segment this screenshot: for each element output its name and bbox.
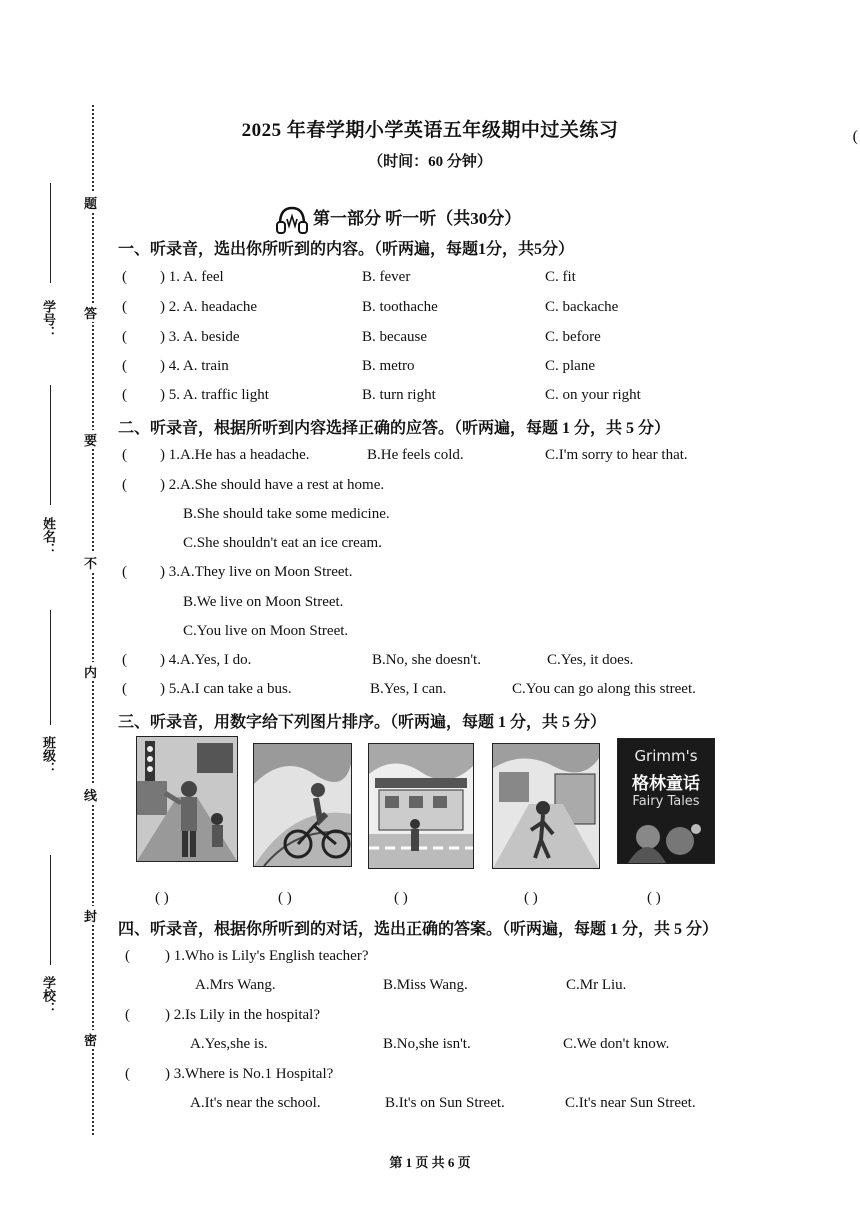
pic3-answer-blank[interactable]: ( ) [394,890,408,906]
s2-q5-b: B.Yes, I can. [370,681,447,697]
pic4-answer-blank[interactable]: ( ) [524,890,538,906]
s2-q1-a: ) 1.A.He has a headache. [160,447,310,463]
s1-q2-a: ) 2. A. headache [160,299,258,315]
seal-char: 不 [84,553,97,572]
s2-q2-b: B.She should take some medicine. [183,506,390,522]
book-subtitle: Fairy Tales [632,794,700,809]
s4-q1-b: B.Miss Wang. [383,977,468,993]
s1-q4-paren[interactable]: ( [122,358,127,374]
book-title-cn: 格林童话 [632,774,700,794]
s1-q4-b: B. metro [362,358,415,374]
s1-q4-c: C. plane [545,358,595,374]
seal-char: 线 [84,785,97,804]
s1-q3-b: B. because [362,329,427,345]
s2-q1-b: B.He feels cold. [367,447,464,463]
s2-q3-paren[interactable]: ( [122,564,127,580]
picture-street [368,743,474,869]
s1-q5-c: C. on your right [545,387,641,403]
s4-q3-c: C.It's near Sun Street. [565,1095,696,1111]
s2-q3-c: C.You live on Moon Street. [183,623,349,639]
section2-heading: 二、听录音，根据所听到内容选择正确的应答。（听两遍，每题 1 分，共 5 分） [118,420,671,437]
page-number: 第 1 页 共 6 页 [389,1155,471,1170]
name-label: 姓名： [40,517,55,556]
s2-q5-a: ) 5.A.I can take a bus. [160,681,292,697]
s4-q2-paren[interactable]: ( [125,1007,130,1023]
s4-q1-a: A.Mrs Wang. [195,977,276,993]
s1-q5-a: ) 5. A. traffic light [160,387,269,403]
s4-q1-paren[interactable]: ( [125,948,130,964]
s2-q4-a: ) 4.A.Yes, I do. [160,652,252,668]
s4-q2-question: ) 2.Is Lily in the hospital? [165,1007,320,1023]
s2-q3-a: ) 3.A.They live on Moon Street. [160,564,353,580]
s4-q1-c: C.Mr Liu. [566,977,627,993]
s4-q2-a: A.Yes,she is. [190,1036,268,1052]
pic2-answer-blank[interactable]: ( ) [278,890,292,906]
s1-q3-c: C. before [545,329,601,345]
s4-q2-b: B.No,she isn't. [383,1036,471,1052]
pic1-answer-blank[interactable]: ( ) [155,890,169,906]
name-line[interactable] [50,385,51,505]
seal-char: 答 [84,303,97,322]
s4-q1-question: ) 1.Who is Lily's English teacher? [165,948,369,964]
student-id-label: 学号： [40,300,55,339]
section3-heading: 三、听录音，用数字给下列图片排序。（听两遍，每题 1 分，共 5 分） [118,714,607,731]
pic5-answer-blank[interactable]: ( ) [647,890,661,906]
s1-q1-a: ) 1. A. feel [160,269,224,285]
binding-dotted-line [92,105,94,1135]
s1-q4-a: ) 4. A. train [160,358,229,374]
s1-q3-paren[interactable]: ( [122,329,127,345]
s1-q1-c: C. fit [545,269,576,285]
s2-q4-paren[interactable]: ( [122,652,127,668]
class-line[interactable] [50,610,51,725]
s1-q5-paren[interactable]: ( [122,387,127,403]
picture-grimm-book [617,738,715,864]
seal-char: 封 [84,906,97,925]
picture-cyclist [253,743,352,867]
s2-q5-c: C.You can go along this street. [512,681,696,697]
s1-q2-c: C. backache [545,299,619,315]
s1-q2-b: B. toothache [362,299,438,315]
book-illustration-icon [618,811,714,863]
s4-q2-c: C.We don't know. [563,1036,670,1052]
picture-walking [492,743,600,869]
s1-q3-a: ) 3. A. beside [160,329,240,345]
s2-q3-b: B.We live on Moon Street. [183,594,344,610]
s4-q3-b: B.It's on Sun Street. [385,1095,505,1111]
s2-q1-c: C.I'm sorry to hear that. [545,447,688,463]
picture-traffic-police [136,736,238,862]
seal-char: 密 [84,1030,97,1049]
s4-q3-question: ) 3.Where is No.1 Hospital? [165,1066,334,1082]
part-title-text: 第一部分 听一听（共30分） [313,209,522,228]
s1-q1-b: B. fever [362,269,411,285]
headphones-icon [275,205,309,235]
s2-q2-paren[interactable]: ( [122,477,127,493]
s2-q2-a: ) 2.A.She should have a rest at home. [160,477,385,493]
s2-q2-c: C.She shouldn't eat an ice cream. [183,535,382,551]
part-title [275,204,521,235]
s4-q3-paren[interactable]: ( [125,1066,130,1082]
section1-heading: 一、听录音，选出你所听到的内容。（听两遍，每题1分，共5分） [118,241,575,258]
section4-heading: 四、听录音，根据你所听到的对话，选出正确的答案。（听两遍，每题 1 分，共 5 分） [118,921,719,938]
s4-q3-a: A.It's near the school. [190,1095,321,1111]
seal-char: 内 [84,662,97,681]
s2-q4-c: C.Yes, it does. [547,652,634,668]
s2-q1-paren[interactable]: ( [122,447,127,463]
class-label: 班级： [40,736,55,775]
s1-q1-paren[interactable]: ( [122,269,127,285]
school-label: 学校： [40,976,55,1015]
seal-char: 要 [84,430,97,449]
page-title: 2025 年春学期小学英语五年级期中过关练习 [241,120,619,141]
edge-mark: ( [852,128,858,145]
exam-time: （时间：60 分钟） [368,154,492,170]
student-id-line[interactable] [50,183,51,283]
book-title-en: Grimm's [634,747,698,765]
seal-char: 题 [84,193,97,212]
s1-q2-paren[interactable]: ( [122,299,127,315]
s2-q4-b: B.No, she doesn't. [372,652,481,668]
s2-q5-paren[interactable]: ( [122,681,127,697]
school-line[interactable] [50,855,51,965]
s1-q5-b: B. turn right [362,387,436,403]
